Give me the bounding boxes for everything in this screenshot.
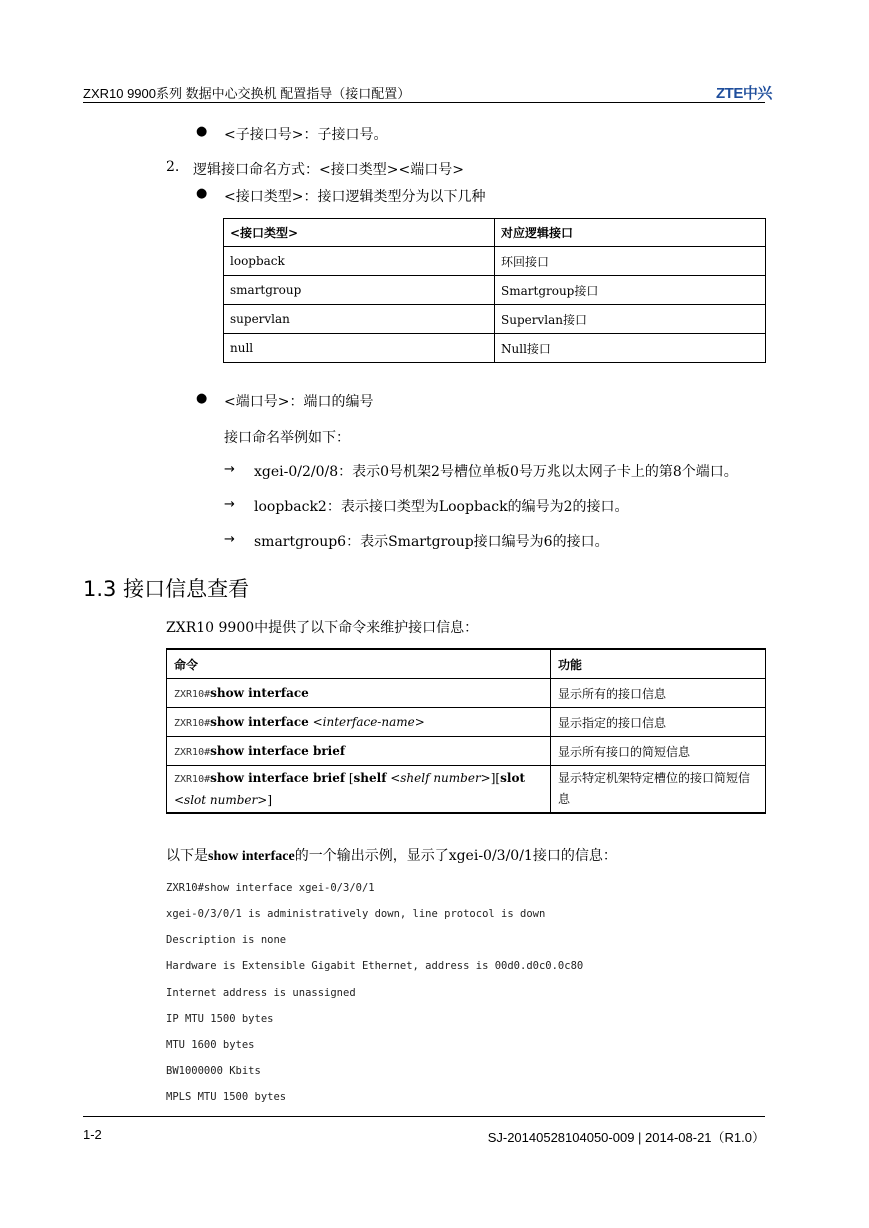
cli-prompt: ZXR10# <box>174 718 211 729</box>
table-header-cell: 功能 <box>551 649 766 679</box>
section-heading: 1.3 接口信息查看 <box>83 577 250 601</box>
header-rule <box>83 102 765 103</box>
arrow-right-icon: → <box>224 532 235 547</box>
command-argument: <slot number> <box>174 792 268 807</box>
code-line: ZXR10#show interface xgei-0/3/0/1 <box>166 882 375 894</box>
command-keyword: shelf <box>353 770 387 785</box>
sub-interface-text: <子接口号>：子接口号。 <box>224 127 388 143</box>
example-item: smartgroup6：表示Smartgroup接口编号为6的接口。 <box>254 534 609 550</box>
table-header-cell: <接口类型> <box>224 219 495 247</box>
code-line: MPLS MTU 1500 bytes <box>166 1091 287 1103</box>
zte-logo: ZTE中兴 <box>716 85 772 102</box>
table-row <box>167 679 766 708</box>
bullet-dot-icon: ● <box>196 186 208 201</box>
table-row <box>167 737 766 766</box>
table-row <box>167 708 766 737</box>
command-cell <box>167 708 551 737</box>
item2-number: 2. <box>166 159 180 175</box>
command-table <box>166 648 766 814</box>
code-line: xgei-0/3/0/1 is administratively down, line protocol is down <box>166 908 546 920</box>
table-cell: Smartgroup接口 <box>495 276 766 305</box>
command-keyword: show interface brief <box>210 744 346 758</box>
bullet-dot-icon: ● <box>196 124 208 139</box>
cli-prompt: ZXR10# <box>174 689 211 700</box>
table-row <box>167 766 766 814</box>
table-cell: smartgroup <box>224 276 495 305</box>
table-cell: 环回接口 <box>495 247 766 276</box>
document-id: SJ-20140528104050-009 | 2014-08-21（R1.0） <box>487 1130 765 1145</box>
command-cell <box>167 766 551 814</box>
code-line: IP MTU 1500 bytes <box>166 1013 274 1025</box>
command-argument: <shelf number> <box>386 770 491 785</box>
table-header-row <box>167 649 766 679</box>
example-item: xgei-0/2/0/8：表示0号机架2号槽位单板0号万兆以太网子卡上的第8个端口。 <box>254 464 738 480</box>
function-cell: 显示所有的接口信息 <box>551 679 766 708</box>
example-item: loopback2：表示接口类型为Loopback的编号为2的接口。 <box>254 499 629 515</box>
output-intro-pre: 以下是 <box>166 848 208 864</box>
table-row <box>224 276 766 305</box>
table-row <box>224 247 766 276</box>
table-header-cell: 对应逻辑接口 <box>495 219 766 247</box>
section-intro: ZXR10 9900中提供了以下命令来维护接口信息： <box>166 620 479 636</box>
command-punct: [ <box>345 770 354 785</box>
function-cell: 显示特定机架特定槽位的接口简短信息 <box>551 766 766 814</box>
interface-type-table <box>223 218 766 363</box>
item2-text: 逻辑接口命名方式：<接口类型><端口号> <box>193 162 464 178</box>
command-keyword: show interface <box>210 686 309 700</box>
cli-prompt: ZXR10# <box>174 773 211 785</box>
command-punct: ] <box>267 792 273 807</box>
command-cell <box>167 737 551 766</box>
command-keyword: show interface brief <box>210 770 346 785</box>
table-cell: supervlan <box>224 305 495 334</box>
example-intro: 接口命名举例如下： <box>224 430 350 446</box>
output-intro-post: 的一个输出示例，显示了xgei-0/3/0/1接口的信息： <box>294 848 617 864</box>
command-keyword: show interface <box>210 715 309 729</box>
code-line: Internet address is unassigned <box>166 987 356 999</box>
code-line: BW1000000 Kbits <box>166 1065 261 1077</box>
table-header-row <box>224 219 766 247</box>
table-header-cell: 命令 <box>167 649 551 679</box>
port-number-text: <端口号>：端口的编号 <box>224 394 374 410</box>
code-line: Hardware is Extensible Gigabit Ethernet, address is 00d0.d0c0.0c80 <box>166 960 584 972</box>
command-argument: <interface-name> <box>312 715 425 729</box>
table-cell: loopback <box>224 247 495 276</box>
arrow-right-icon: → <box>224 497 235 512</box>
output-intro <box>166 845 617 865</box>
table-row <box>224 305 766 334</box>
table-cell: Supervlan接口 <box>495 305 766 334</box>
table-cell: Null接口 <box>495 334 766 363</box>
command-cell <box>167 679 551 708</box>
code-line: Description is none <box>166 934 287 946</box>
function-cell: 显示指定的接口信息 <box>551 708 766 737</box>
command-punct: ][ <box>490 770 501 785</box>
interface-type-text: <接口类型>：接口逻辑类型分为以下几种 <box>224 189 486 205</box>
page-number: 1-2 <box>83 1127 102 1142</box>
footer-rule <box>83 1116 765 1117</box>
table-row <box>224 334 766 363</box>
arrow-right-icon: → <box>224 462 235 477</box>
table-cell: null <box>224 334 495 363</box>
output-intro-cmd: show interface <box>208 849 295 864</box>
cli-prompt: ZXR10# <box>174 747 211 758</box>
command-keyword: slot <box>500 770 525 785</box>
code-line: MTU 1600 bytes <box>166 1039 255 1051</box>
header-title: ZXR10 9900系列 数据中心交换机 配置指导（接口配置） <box>83 86 411 101</box>
bullet-dot-icon: ● <box>196 391 208 406</box>
function-cell: 显示所有接口的简短信息 <box>551 737 766 766</box>
